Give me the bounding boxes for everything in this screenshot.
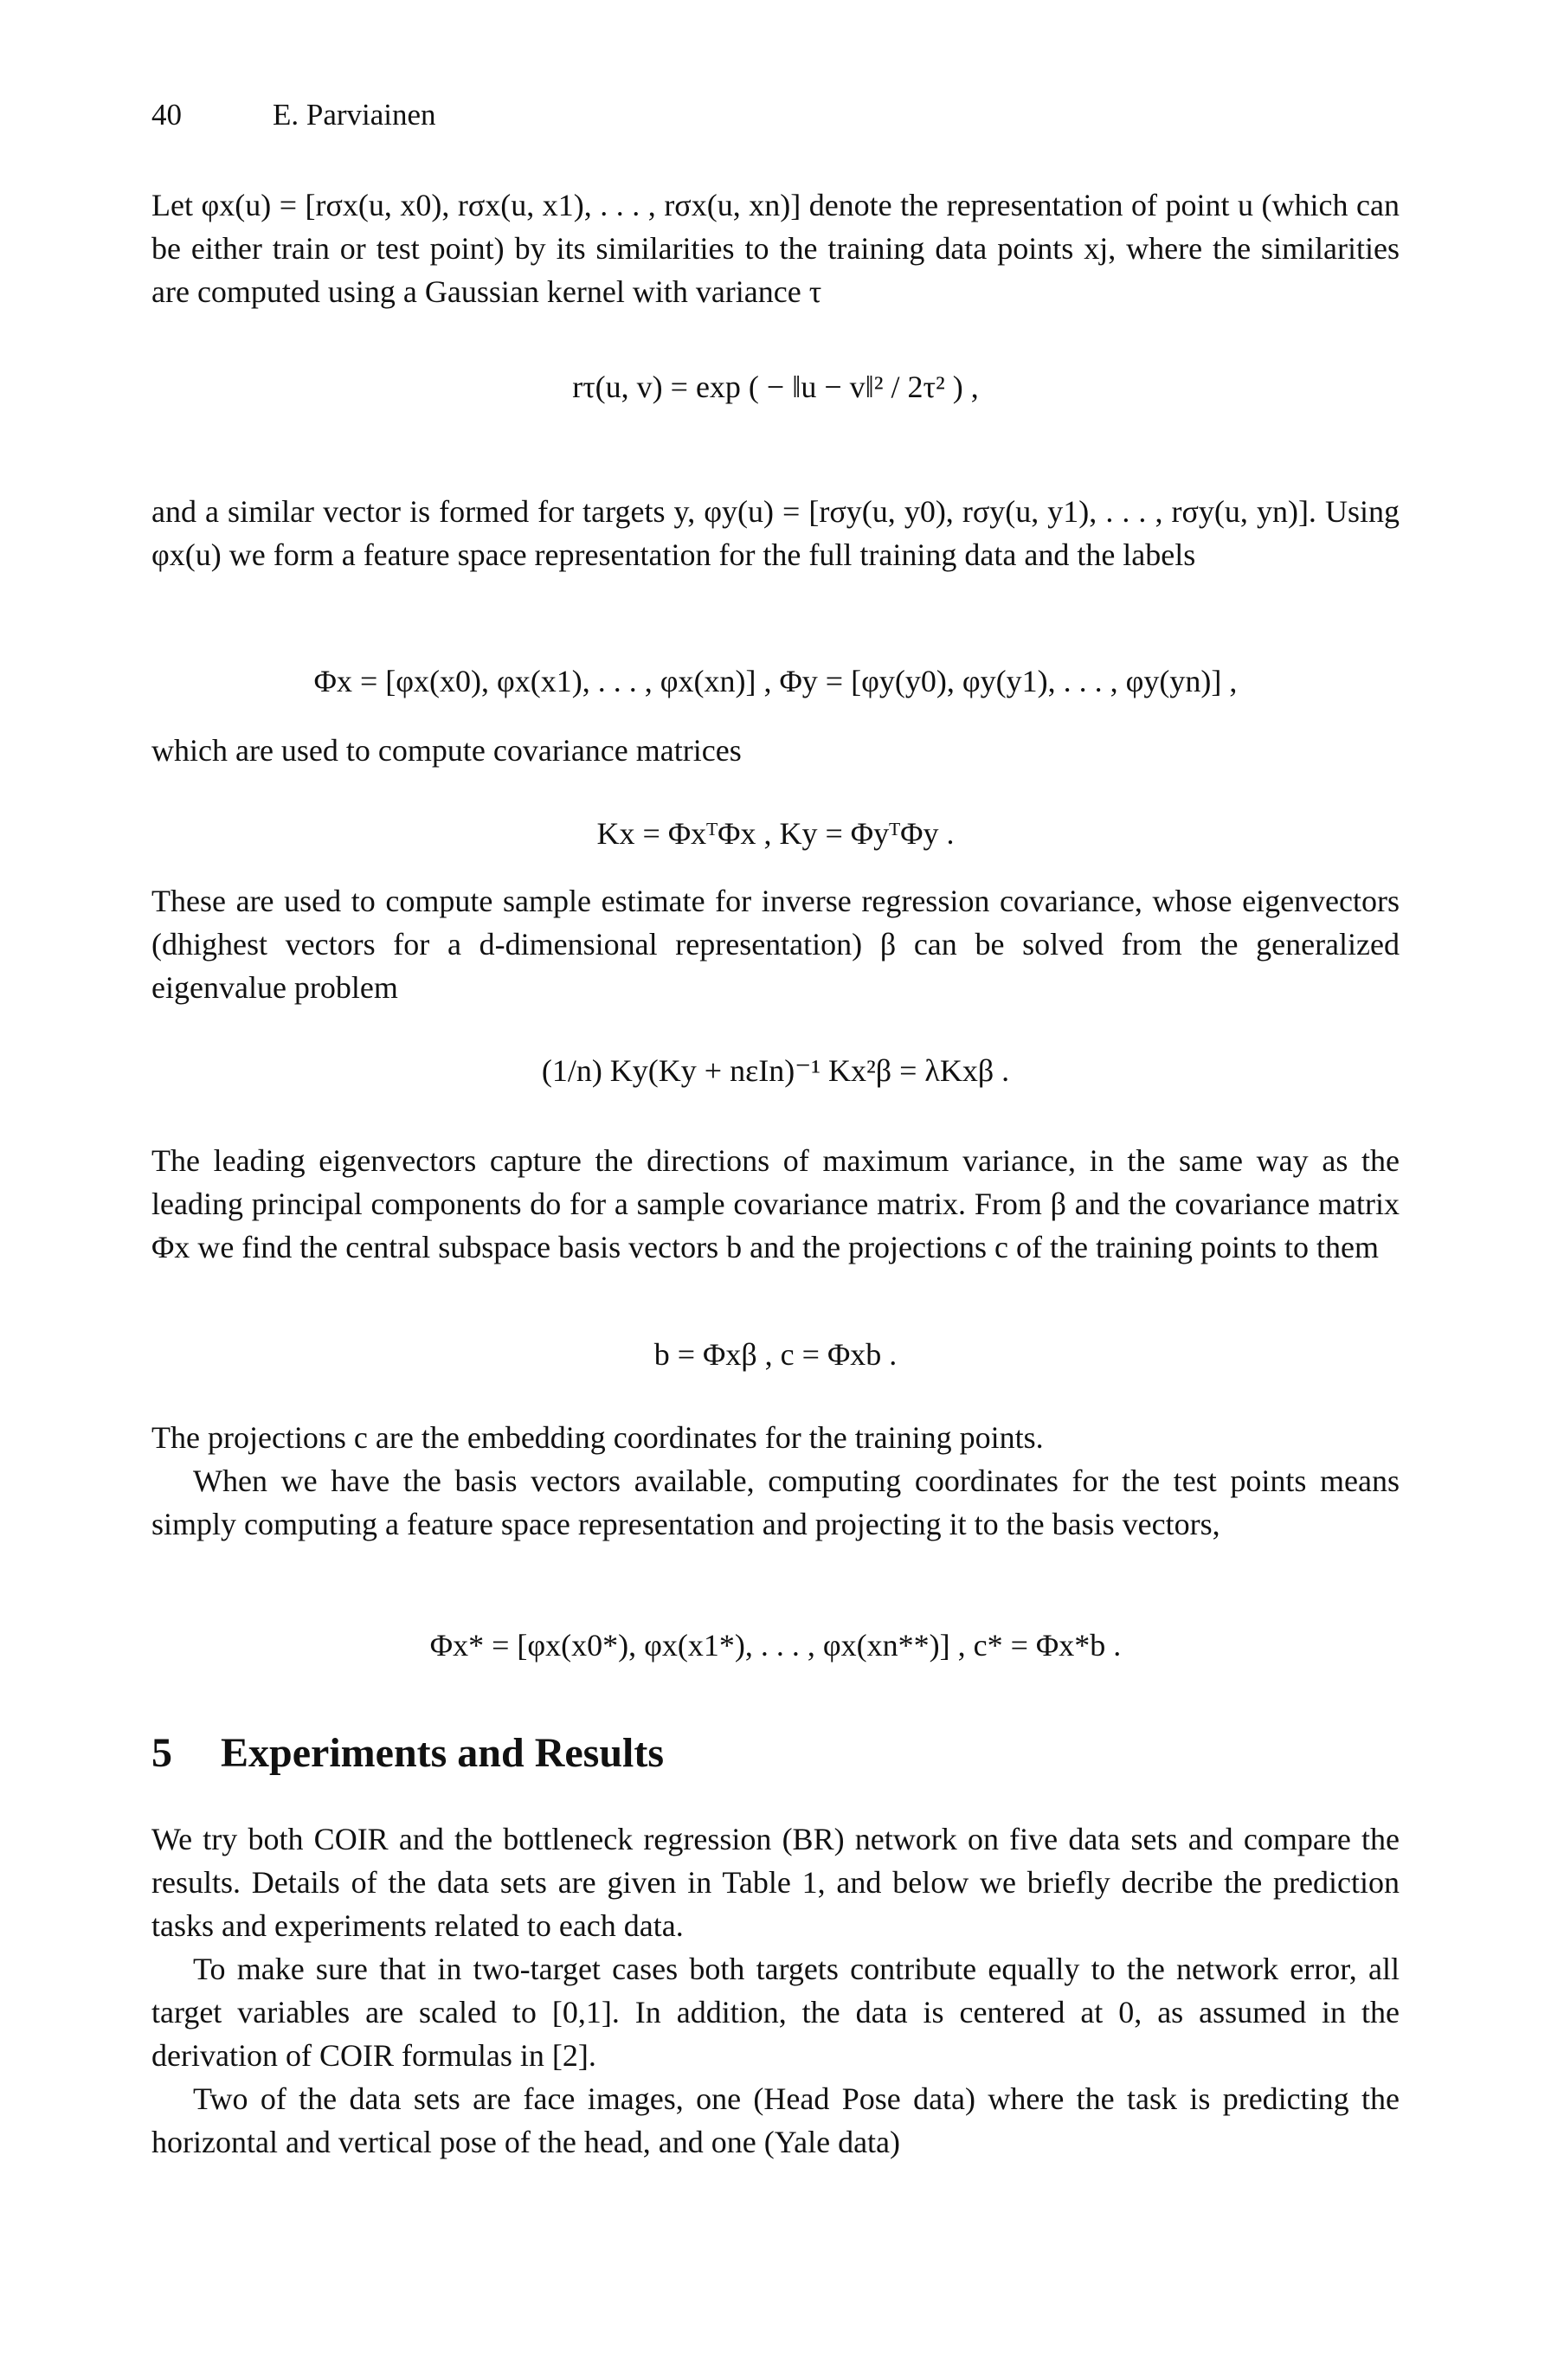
section-heading — [151, 1727, 664, 1779]
running-header — [151, 93, 436, 137]
equation-projections: b = Φxβ , c = Φxb . — [653, 1337, 898, 1372]
paragraph-targets: and a similar vector is formed for targets y, φy(u) = [rσy(u, y0), rσy(u, y1), . . . , rσy(u, yn)]. Using φx(u) we form a feature space representation for the full training data and the labels — [151, 494, 1400, 572]
section-number: 5 — [151, 1730, 172, 1776]
paragraph-embedding-coordinates: The projections c are the embedding coordinates for the training points. When we have the basis vectors available, computing coordinates for the test points means simply computing a feature space representation and projecting it to the basis vectors, — [151, 1420, 1400, 1541]
paragraph-eigenvectors: These are used to compute sample estimate for inverse regression covariance, whose eigenvectors (dhighest vectors for a d-dimensional representation) β can be solved from the generalized eigenvalue problem — [151, 884, 1400, 1005]
running-author: E. Parviainen — [273, 98, 436, 132]
equation-gaussian-kernel: rτ(u, v) = exp ( − ‖u − v‖² / 2τ² ) , — [572, 370, 979, 404]
equation-test-points: Φx* = [φx(x0*), φx(x1*), . . . , φx(xn**)] , c* = Φx*b . — [429, 1628, 1122, 1663]
equation-eigenvalue-problem: (1/n) Ky(Ky + nεIn)⁻¹ Kx²β = λKxβ . — [541, 1053, 1010, 1088]
equation-covariance-matrices: Kx = ΦxᵀΦx , Ky = ΦyᵀΦy . — [596, 816, 955, 851]
section-title: Experiments and Results — [221, 1730, 665, 1776]
page-number: 40 — [151, 98, 182, 132]
paragraph-representation: Let φx(u) = [rσx(u, x0), rσx(u, x1), . . . , rσx(u, xn)] denote the representation of point u (which can be either train or test point) by its similarities to the training data points xj, where the similarities are computed using a Gaussian kernel with variance τ — [151, 188, 1400, 309]
paragraph-leading-eigenvectors: The leading eigenvectors capture the directions of maximum variance, in the same way as the leading principal components do for a sample covariance matrix. From β and the covariance matrix Φx we find the central subspace basis vectors b and the projections c of the training points to them — [151, 1143, 1400, 1264]
paragraph-experiments: We try both COIR and the bottleneck regression (BR) network on five data sets and compare the results. Details of the data sets are given in Table 1, and below we briefly decribe the prediction tasks and experiments related to each data. To make sure that in two-target cases both targets contribute equally to the network error, all target variables are scaled to [0,1]. In addition, the data is centered at 0, as assumed in the derivation of COIR formulas in [2]. Two of the data sets are face images, one (Head Pose data) where the task is predicting the horizontal and vertical pose of the head, and one (Yale data) — [151, 1822, 1400, 2159]
equation-feature-space: Φx = [φx(x0), φx(x1), . . . , φx(xn)] , Φy = [φy(y0), φy(y1), . . . , φy(yn)] , — [313, 664, 1238, 698]
paragraph-covariance-intro: which are used to compute covariance matrices — [151, 733, 742, 768]
